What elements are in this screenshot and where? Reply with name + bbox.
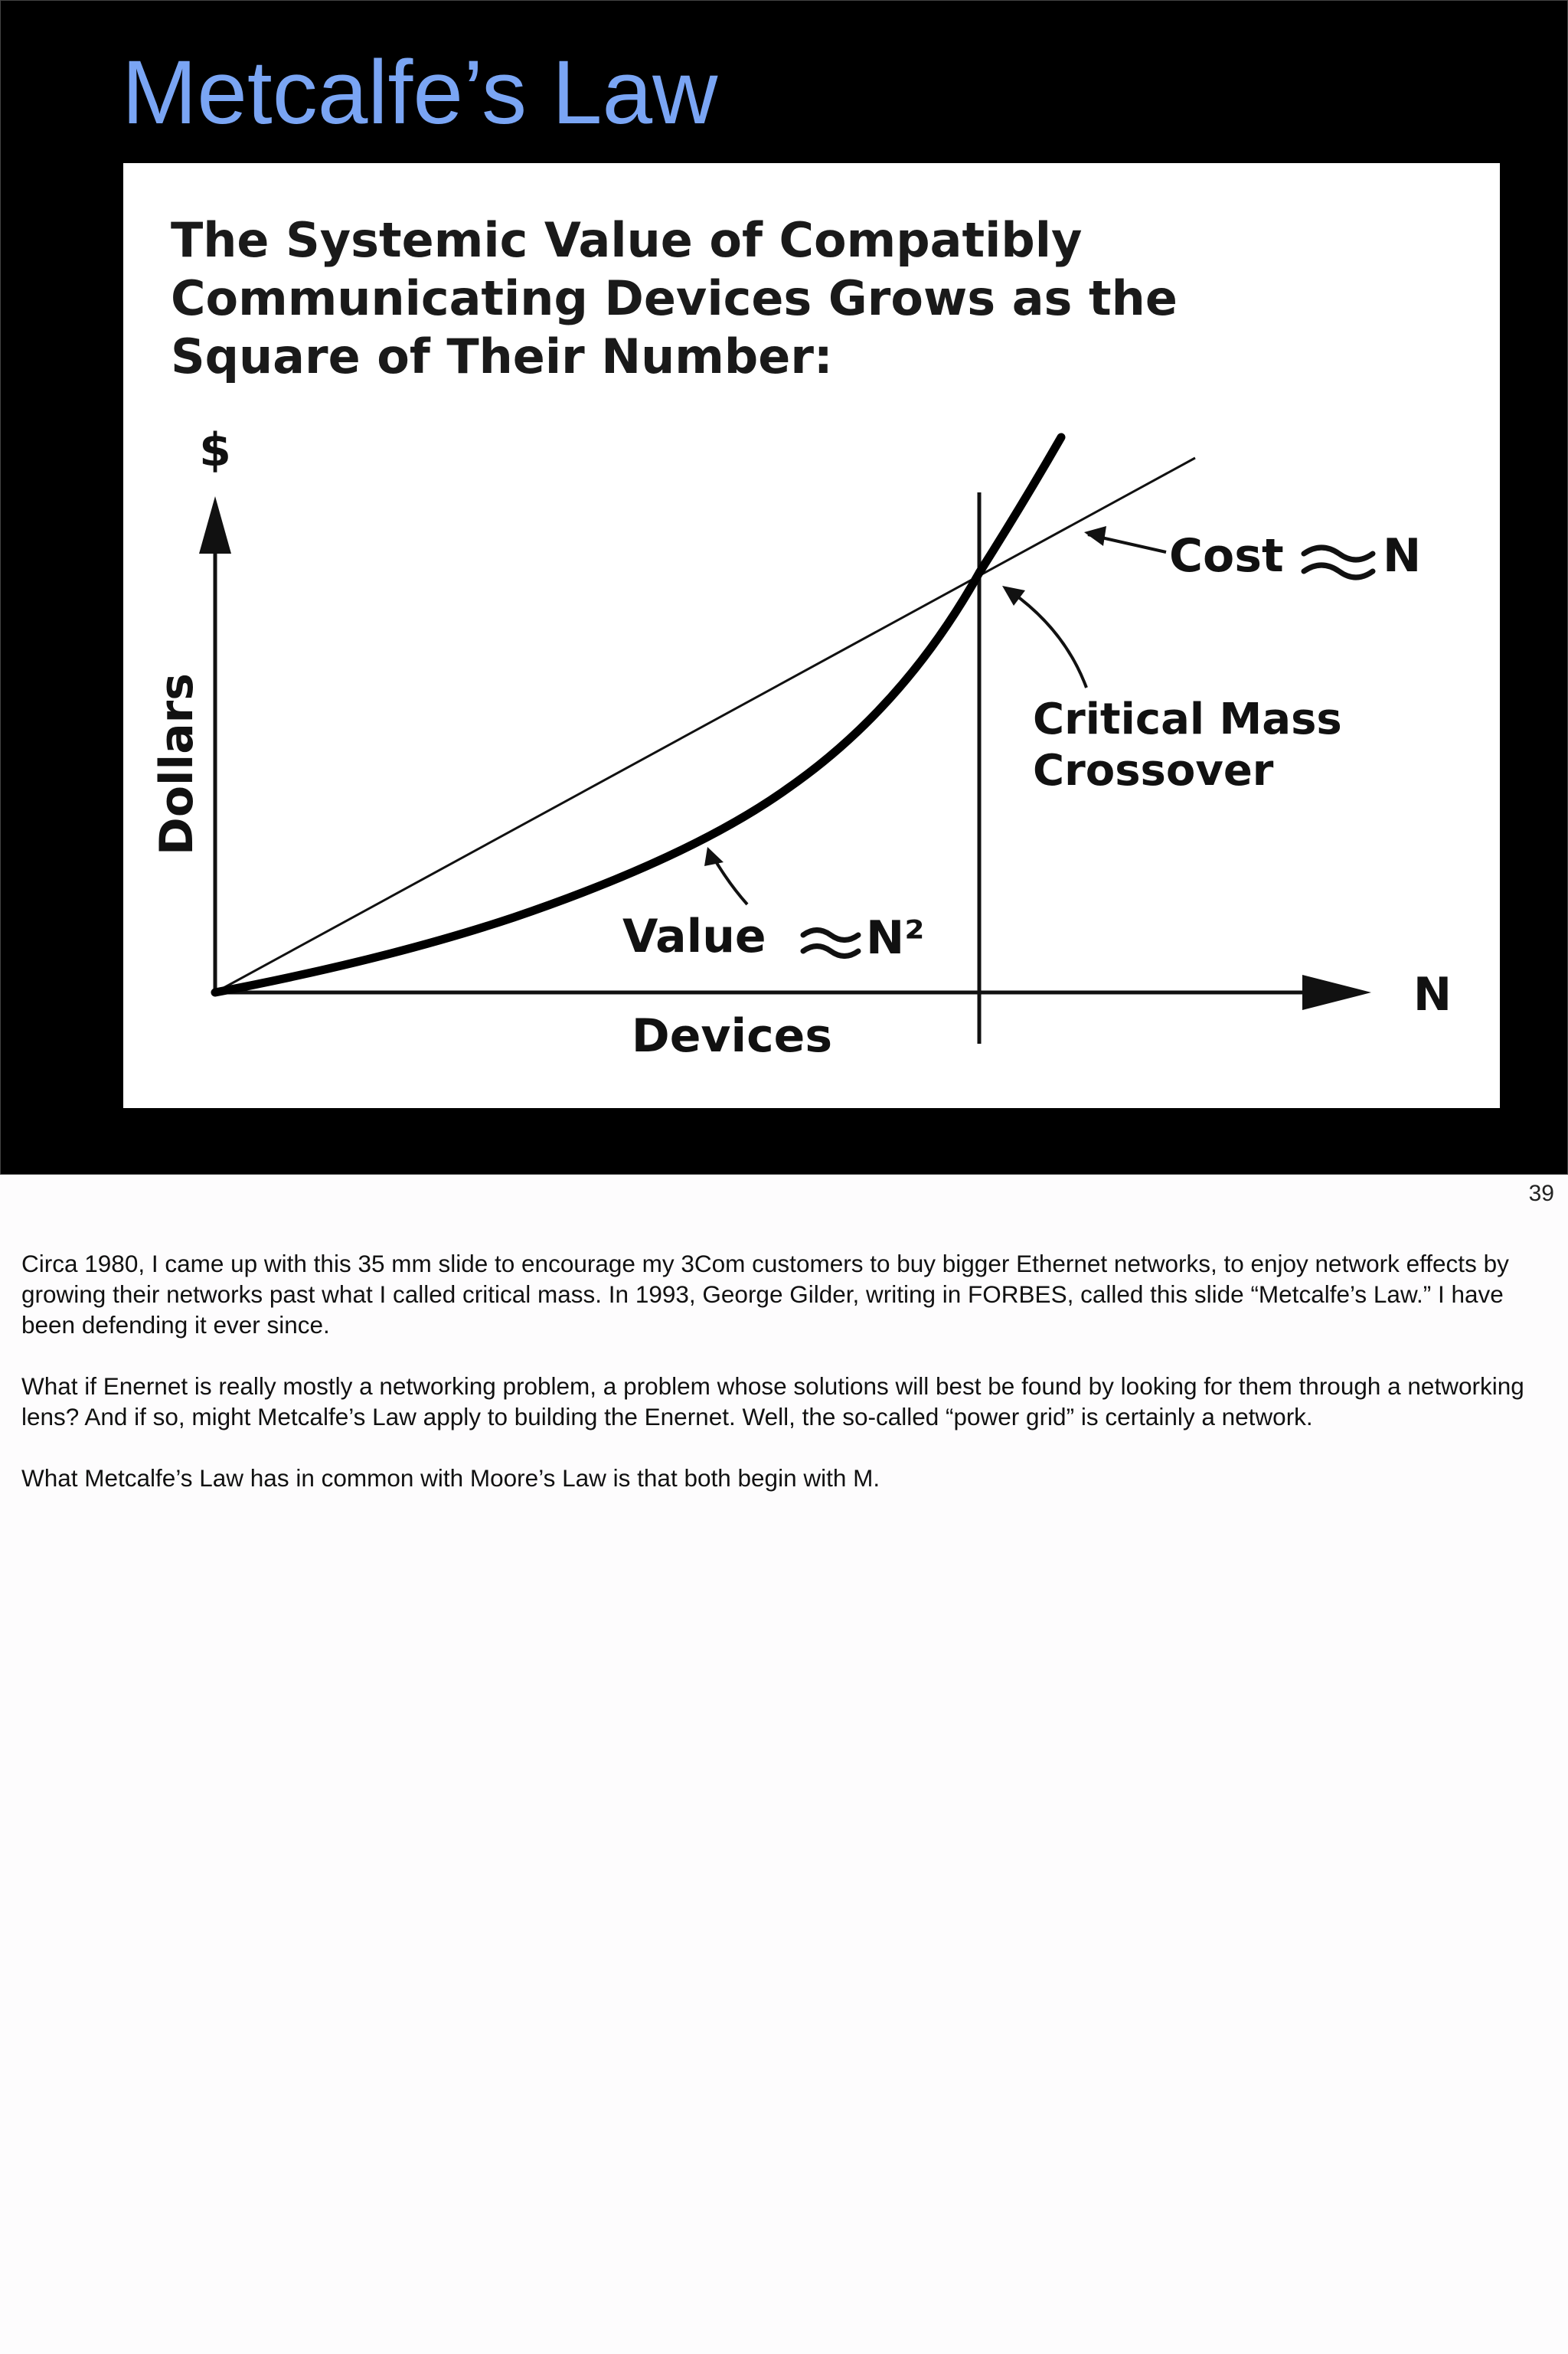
figure-drawing — [123, 163, 1500, 1108]
value-symbol: N² — [866, 911, 925, 965]
value-pointer-arrowhead — [704, 847, 724, 866]
x-axis-label: Devices — [631, 1009, 833, 1063]
cost-symbol: N — [1383, 529, 1422, 583]
approx-equal-icon — [803, 930, 858, 956]
approx-equal-icon — [1304, 548, 1373, 577]
y-axis-symbol: $ — [199, 423, 231, 477]
figure-heading-line-3: Square of Their Number: — [171, 329, 833, 384]
y-axis-label: Dollars — [150, 673, 204, 855]
slide-title: Metcalfe’s Law — [122, 42, 718, 143]
cost-label: Cost — [1169, 529, 1284, 583]
speaker-notes — [21, 1248, 1545, 1524]
figure-heading-line-1: The Systemic Value of Compatibly — [171, 212, 1083, 268]
slide — [0, 0, 1568, 1175]
notes-paragraph-3: What Metcalfe’s Law has in common with Moore’s Law is that both begin with M. — [21, 1464, 880, 1492]
crossover-pointer-arrowhead — [1002, 586, 1025, 606]
notes-paragraph-1: Circa 1980, I came up with this 35 mm slide to encourage my 3Com customers to buy bigger Ethernet networks, to enjoy network effects by growing their networks past what I called critical mass. In 1993, George Gilder, writing in FORBES, called this slide “Metcalfe’s Law.” I have been defending it ever since. — [21, 1250, 1509, 1339]
crossover-label-line-2: Crossover — [1033, 746, 1274, 796]
figure-heading-line-2: Communicating Devices Grows as the — [171, 270, 1178, 326]
crossover-label-line-1: Critical Mass — [1033, 695, 1342, 744]
cost-pointer-arrowhead — [1084, 526, 1106, 546]
x-axis-arrowhead — [1302, 975, 1371, 1010]
value-label: Value — [622, 910, 766, 963]
y-axis-arrowhead — [199, 496, 231, 554]
metcalfe-figure — [123, 163, 1500, 1108]
notes-paragraph-2: What if Enernet is really mostly a networking problem, a problem whose solutions will best be found by looking for them through a networking lens? And if so, might Metcalfe’s Law apply to building the Enernet. Well, the so-called “power grid” is certainly a network. — [21, 1372, 1524, 1430]
page-number: 39 — [1528, 1181, 1554, 1206]
x-axis-symbol: N — [1413, 968, 1452, 1022]
crossover-pointer-arrow — [1011, 592, 1086, 688]
